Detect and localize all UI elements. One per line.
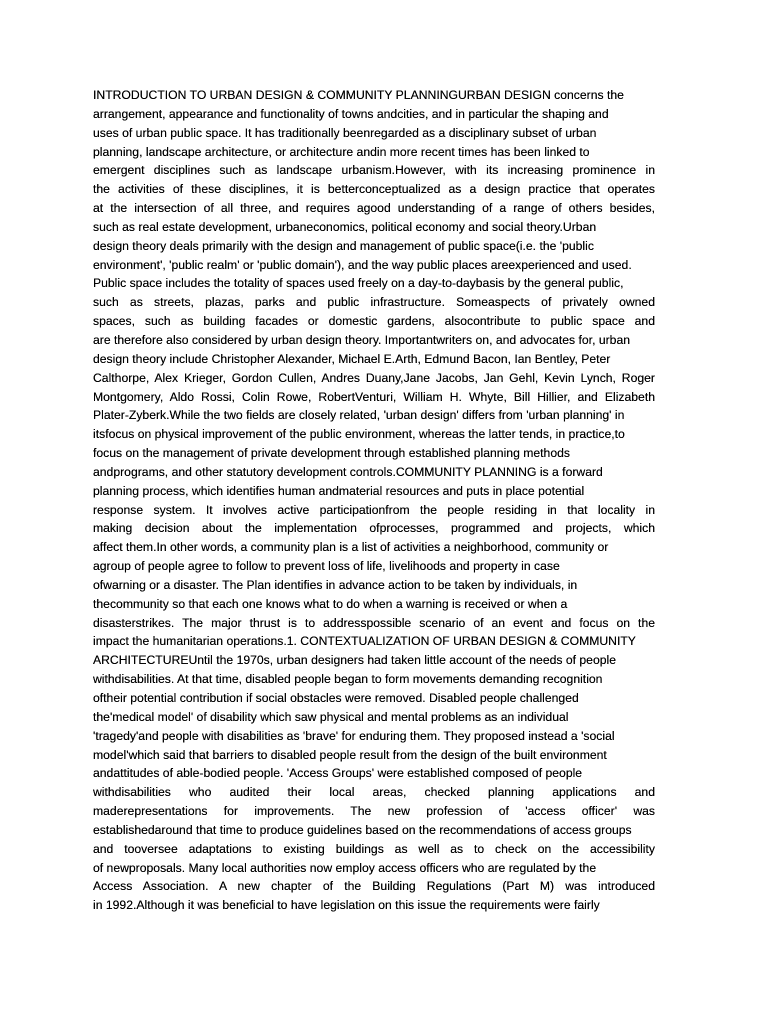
text-line: uses of urban public space. It has traditionally beenregarded as a disciplinary subset of urban	[93, 125, 597, 140]
text-line: are therefore also considered by urban design theory. Importantwriters on, and advocates for, urban	[93, 332, 631, 347]
text-line: response system. It involves active participationfrom the people residing in that locality in	[93, 502, 655, 517]
text-line: impact the humanitarian operations.1. CONTEXTUALIZATION OF URBAN DESIGN & COMMUNITY	[93, 634, 636, 649]
text-line: Public space includes the totality of spaces used freely on a day-to-daybasis by the general public,	[93, 276, 624, 291]
text-line: the activities of these disciplines, it is betterconceptualized as a design practice that operates	[93, 182, 655, 197]
text-line: of newproposals. Many local authorities now employ access officers who are regulated by the	[93, 860, 597, 875]
text-line: emergent disciplines such as landscape urbanism.However, with its increasing prominence in	[93, 163, 655, 178]
document-body-text	[93, 86, 655, 915]
text-line: affect them.In other words, a community plan is a list of activities a neighborhood, community or	[93, 540, 609, 555]
text-line: environment', 'public realm' or 'public domain'), and the way public places areexperienced and used.	[93, 257, 632, 272]
text-line: such as streets, plazas, parks and public infrastructure. Someaspects of privately owned	[93, 295, 655, 310]
text-line: ofwarning or a disaster. The Plan identifies in advance action to be taken by individuals, in	[93, 577, 578, 592]
text-line: and tooversee adaptations to existing buildings as well as to check on the accessibility	[93, 841, 655, 856]
text-line: maderepresentations for improvements. The new profession of 'access officer' was	[93, 804, 655, 819]
text-line: INTRODUCTION TO URBAN DESIGN & COMMUNITY PLANNINGURBAN DESIGN concerns the	[93, 88, 624, 102]
text-line: Access Association. A new chapter of the Building Regulations (Part M) was introduced	[93, 879, 655, 894]
text-line: planning, landscape architecture, or architecture andin more recent times has been linked to	[93, 144, 590, 159]
text-line: design theory deals primarily with the design and management of public space(i.e. the 'public	[93, 238, 594, 253]
text-line: withdisabilities who audited their local areas, checked planning applications and	[93, 785, 655, 800]
text-line: focus on the management of private development through established planning methods	[93, 446, 570, 461]
text-line: the'medical model' of disability which saw physical and mental problems as an individual	[93, 709, 569, 724]
text-line: 'tragedy'and people with disabilities as 'brave' for enduring them. They proposed instead a 'social	[93, 728, 615, 743]
text-line: in 1992.Although it was beneficial to have legislation on this issue the requirements were fairly	[93, 898, 600, 913]
text-line: Calthorpe, Alex Krieger, Gordon Cullen, Andres Duany,Jane Jacobs, Jan Gehl, Kevin Lynch, Roger	[93, 370, 655, 385]
text-line: establishedaround that time to produce guidelines based on the recommendations of access groups	[93, 822, 632, 837]
text-line: ARCHITECTUREUntil the 1970s, urban designers had taken little account of the needs of people	[93, 653, 617, 668]
text-line: withdisabilities. At that time, disabled people began to form movements demanding recognition	[93, 672, 603, 687]
text-line: Montgomery, Aldo Rossi, Colin Rowe, RobertVenturi, William H. Whyte, Bill Hillier, and Elizabeth	[93, 389, 655, 404]
text-line: andattitudes of able-bodied people. 'Access Groups' were established composed of people	[93, 766, 583, 781]
text-line: at the intersection of all three, and requires agood understanding of a range of others besides,	[93, 201, 655, 216]
text-line: oftheir potential contribution if social obstacles were removed. Disabled people challenged	[93, 691, 579, 705]
text-line: disasterstrikes. The major thrust is to addresspossible scenario of an event and focus on the	[93, 615, 655, 630]
text-line: making decision about the implementation ofprocesses, programmed and projects, which	[93, 521, 655, 536]
text-line: planning process, which identifies human andmaterial resources and puts in place potential	[93, 483, 585, 498]
text-line: model'which said that barriers to disabled people result from the design of the built environment	[93, 747, 607, 762]
text-line: arrangement, appearance and functionality of towns andcities, and in particular the shaping and	[93, 106, 609, 121]
text-line: design theory include Christopher Alexander, Michael E.Arth, Edmund Bacon, Ian Bentley, Peter	[93, 351, 611, 366]
text-line: andprograms, and other statutory development controls.COMMUNITY PLANNING is a forward	[93, 464, 603, 479]
text-line: Plater-Zyberk.While the two fields are closely related, 'urban design' differs from 'urban planning' in	[93, 408, 625, 423]
text-line: thecommunity so that each one knows what to do when a warning is received or when a	[93, 596, 568, 611]
text-line: spaces, such as building facades or domestic gardens, alsocontribute to public space and	[93, 314, 655, 329]
text-line: agroup of people agree to follow to prevent loss of life, livelihoods and property in case	[93, 559, 560, 574]
text-line: itsfocus on physical improvement of the public environment, whereas the latter tends, in practice,to	[93, 427, 625, 442]
text-line: such as real estate development, urbaneconomics, political economy and social theory.Urban	[93, 219, 597, 234]
